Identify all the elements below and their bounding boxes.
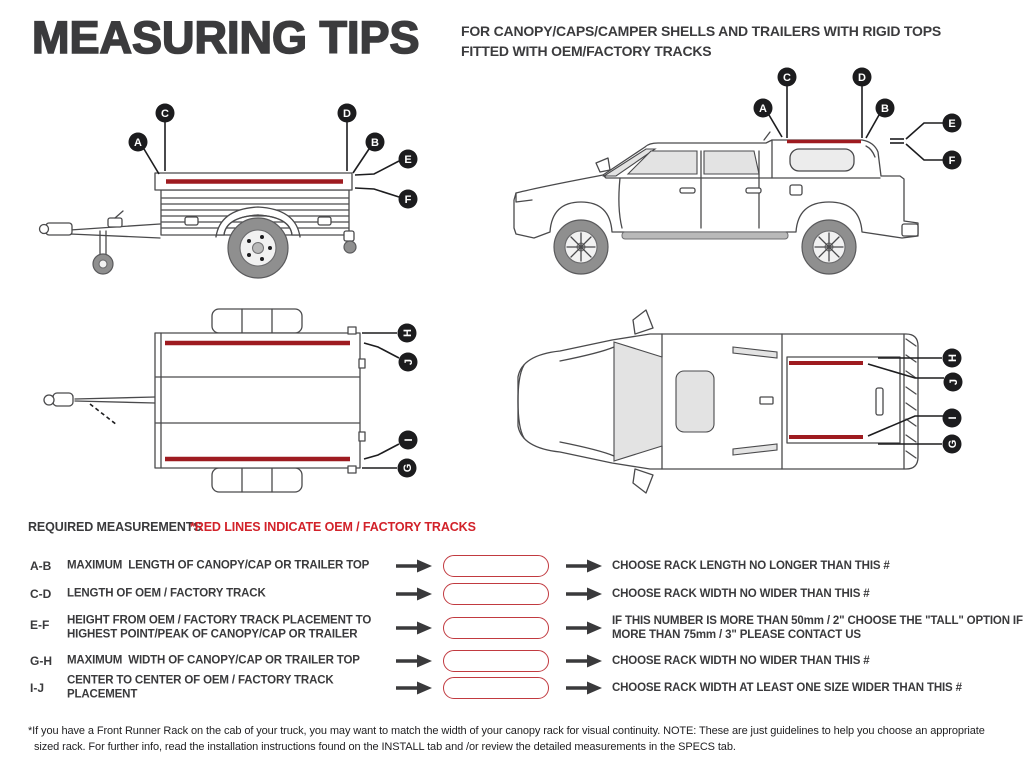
callout-j — [399, 353, 418, 372]
svg-text:D: D — [858, 72, 866, 84]
measurement-row-ij — [0, 674, 1024, 700]
measurement-row-gh — [0, 650, 1024, 672]
right-mirror — [633, 469, 653, 493]
measurement-value-pill — [443, 650, 549, 672]
callout-a — [129, 133, 148, 152]
svg-text:G: G — [402, 463, 414, 473]
measurement-description: HEIGHT FROM OEM / FACTORY TRACK PLACEMENT TO HIGHEST POINT/PEAK OF CANOPY/CAP OR TRAILER — [67, 614, 375, 640]
page-title: MEASURING TIPS — [32, 12, 420, 63]
svg-text:F: F — [404, 194, 412, 206]
trailer-top-rail — [155, 173, 352, 190]
svg-text:F: F — [948, 155, 956, 167]
svg-text:I: I — [403, 438, 415, 442]
trailer-drawbar — [40, 211, 161, 274]
measurement-description: MAXIMUM LENGTH OF CANOPY/CAP OR TRAILER TOP — [67, 559, 370, 572]
measurement-guideline: CHOOSE RACK WIDTH AT LEAST ONE SIZE WIDER THAN THIS # — [612, 682, 962, 694]
svg-text:C: C — [783, 72, 791, 84]
callout-d — [338, 104, 357, 123]
svg-text:H: H — [402, 329, 414, 337]
arrow-right-icon — [396, 559, 432, 573]
callout-d — [853, 68, 872, 87]
trailer-top-body — [155, 327, 365, 473]
callout-b — [876, 99, 895, 118]
callout-e — [399, 150, 418, 169]
svg-text:C: C — [161, 108, 169, 120]
arrow-right-icon — [566, 654, 602, 668]
measurement-row-ab — [0, 555, 1024, 577]
measurement-row-cd — [0, 583, 1024, 605]
callout-c — [156, 104, 175, 123]
arrow-right-icon — [566, 559, 602, 573]
svg-text:I: I — [947, 416, 959, 420]
measurement-guideline: CHOOSE RACK WIDTH NO WIDER THAN THIS # — [612, 588, 870, 600]
section-heading: REQUIRED MEASUREMENTS — [28, 520, 202, 534]
safety-chain — [90, 404, 117, 425]
svg-text:A: A — [759, 103, 767, 115]
measurement-guideline: CHOOSE RACK WIDTH NO WIDER THAN THIS # — [612, 655, 870, 667]
svg-text:E: E — [948, 118, 956, 130]
callout-h — [943, 349, 962, 368]
callout-b — [366, 133, 385, 152]
arrow-right-icon — [396, 654, 432, 668]
callout-i — [943, 409, 962, 428]
callout-g — [943, 435, 962, 454]
callout-a — [754, 99, 773, 118]
measurement-guideline: CHOOSE RACK LENGTH NO LONGER THAN THIS # — [612, 560, 890, 572]
measurement-description: MAXIMUM WIDTH OF CANOPY/CAP OR TRAILER TOP — [67, 654, 360, 667]
sunroof — [676, 371, 714, 432]
arrow-right-icon — [566, 587, 602, 601]
svg-text:A: A — [134, 137, 142, 149]
measurement-row-ef — [0, 610, 1024, 646]
arrow-right-icon — [396, 681, 432, 695]
svg-text:B: B — [371, 137, 379, 149]
measurement-key: A-B — [30, 559, 52, 573]
arrow-right-icon — [566, 621, 602, 635]
callout-h — [398, 324, 417, 343]
page-subtitle-line1: FOR CANOPY/CAPS/CAMPER SHELLS AND TRAILERS WITH RIGID TOPS — [461, 23, 941, 39]
truck-side-view-diagram — [500, 60, 1000, 290]
trailer-top-callouts — [362, 324, 418, 478]
truck-top-view-diagram — [500, 305, 1000, 520]
svg-text:E: E — [404, 154, 412, 166]
measurement-value-pill — [443, 617, 549, 639]
running-board — [622, 232, 788, 239]
measurement-description: CENTER TO CENTER OF OEM / FACTORY TRACK PLACEMENT — [67, 674, 337, 700]
callout-e — [943, 114, 962, 133]
page-subtitle-line2: FITTED WITH OEM/FACTORY TRACKS — [461, 43, 712, 59]
trailer-top-view-diagram — [20, 302, 440, 512]
trailer-top-tongue — [44, 393, 155, 425]
left-mirror — [633, 310, 653, 334]
measurement-key: I-J — [30, 681, 45, 695]
svg-text:G: G — [947, 439, 959, 449]
footnote: *If you have a Front Runner Rack on the cab of your truck, you may want to match the width of your canopy rack for visual continuity. NOTE: These are just guidelines to help you choose an appropriate sized rack. For further info, read the installation instructions found on the INSTALL tab and /or review the detailed measurements in the SPECS tab. — [28, 725, 985, 753]
callout-g — [398, 459, 417, 478]
svg-text:J: J — [948, 378, 960, 386]
arrow-right-icon — [396, 621, 432, 635]
measurement-guideline: IF THIS NUMBER IS MORE THAN 50mm / 2" CHOOSE THE "TALL" OPTION IF MORE THAN 75mm / 3" PLEASE CONTACT US — [612, 615, 1023, 641]
svg-text:J: J — [403, 358, 415, 366]
trailer-side-view-diagram — [20, 85, 450, 300]
callout-j — [944, 373, 963, 392]
measurement-value-pill — [443, 583, 549, 605]
callout-f — [943, 151, 962, 170]
measurement-key: G-H — [30, 654, 52, 668]
measurement-key: C-D — [30, 587, 52, 601]
callout-f — [399, 190, 418, 209]
svg-text:H: H — [947, 354, 959, 362]
arrow-right-icon — [566, 681, 602, 695]
svg-text:D: D — [343, 108, 351, 120]
measurement-value-pill — [443, 677, 549, 699]
windshield — [614, 342, 662, 461]
red-lines-note: *RED LINES INDICATE OEM / FACTORY TRACKS — [190, 520, 476, 534]
callout-c — [778, 68, 797, 87]
measurement-value-pill — [443, 555, 549, 577]
callout-i — [399, 431, 418, 450]
trailer-rear-support — [344, 231, 356, 253]
measurement-description: LENGTH OF OEM / FACTORY TRACK — [67, 587, 266, 600]
measurement-key: E-F — [30, 618, 50, 632]
arrow-right-icon — [396, 587, 432, 601]
svg-text:B: B — [881, 103, 889, 115]
trailer-fender-and-wheel — [216, 207, 300, 278]
